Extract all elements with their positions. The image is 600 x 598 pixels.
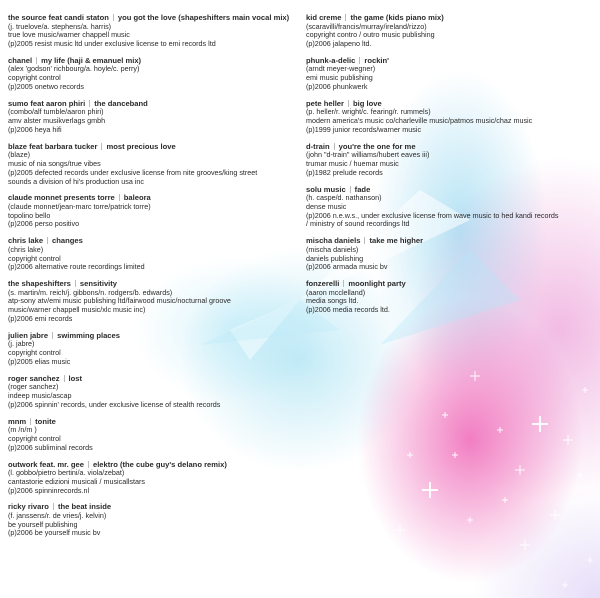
sparkle-icon [563, 435, 573, 445]
credit-publisher: cantastorie edizioni musicali / musicallstars [8, 476, 146, 486]
artist-name: julien jabre [8, 330, 49, 340]
separator [64, 375, 65, 382]
track-title: sensitivity [79, 279, 118, 289]
credit-writers: (f. janssens/r. de vries/j. kelvin) [8, 510, 107, 520]
artist-name: roger sanchez [8, 373, 60, 383]
credit-label: sounds a division of hi's production usa inc [8, 176, 145, 186]
sparkle-icon [395, 525, 405, 535]
credit-publisher: amv alster musikverlags gmbh [8, 116, 106, 126]
separator [101, 143, 102, 150]
credit-label: (p)2006 be yourself music bv [8, 528, 101, 538]
track-title: take me higher [369, 236, 424, 246]
track-title: moonlight party [348, 279, 406, 289]
credit-label: (p)2006 perso positivo [8, 219, 80, 229]
credit-publisher: true love music/warner chappell music [8, 30, 130, 40]
credit-entry [306, 142, 594, 178]
credit-writers: (arndt meyer-wegner) [306, 64, 376, 74]
credit-publisher: daniels publishing [306, 253, 364, 263]
sparkle-icon [422, 482, 438, 498]
credit-entry [306, 99, 594, 135]
track-heading [8, 142, 300, 152]
credit-entry [8, 331, 300, 367]
artist-name: mnm [8, 416, 27, 426]
credit-publisher: be yourself publishing [8, 519, 78, 529]
credit-publisher: topolino bello [8, 210, 51, 220]
separator [345, 14, 346, 21]
credit-label: (p)2006 spinnin' records, under exclusive license of stealth records [8, 399, 221, 409]
credit-entry [8, 460, 300, 496]
credit-publisher: trumar music / huemar music [306, 158, 399, 168]
credit-label: (p)2006 spinninrecords.nl [8, 485, 90, 495]
sparkle-icon [497, 427, 503, 433]
credit-label: (p)2005 onetwo records [8, 81, 84, 91]
credit-writers: (claude monnet/jean-marc torre/patrick torre) [8, 201, 151, 211]
credit-entry [306, 279, 594, 315]
track-title: elektro (the cube guy's delano remix) [92, 459, 227, 469]
credit-label: (p)2005 elias music [8, 356, 71, 366]
separator [348, 100, 349, 107]
credit-writers: (blaze) [8, 150, 30, 160]
artist-name: blaze feat barbara tucker [8, 141, 98, 151]
track-title: lost [68, 373, 83, 383]
credit-publisher: copyright contro / outro music publishing [306, 30, 435, 40]
credit-writers: (aaron mcclelland) [306, 287, 366, 297]
credit-entry [8, 279, 300, 324]
sparkle-icon [407, 452, 413, 458]
credit-publisher: copyright control [8, 73, 61, 83]
track-title: my life (haji & emanuel mix) [41, 55, 142, 65]
sparkle-icon [502, 497, 508, 503]
track-title: you got the love (shapeshifters main vocal mix) [117, 13, 290, 22]
track-heading [8, 331, 300, 341]
credit-publisher: modern america's music co/charleville music/patmos music/chaz music [306, 116, 533, 126]
track-title: swimming places [57, 330, 120, 340]
track-title: tonite [35, 416, 56, 426]
credit-writers: (chris lake) [8, 244, 44, 254]
credit-publisher: music of nia songs/true vibes [8, 158, 101, 168]
credit-publisher: atp-sony atv/emi music publishing ltd/fairwood music/nocturnal groove [8, 296, 231, 306]
sparkle-icon [562, 582, 568, 588]
credit-writers: (roger sanchez) [8, 382, 59, 392]
credit-writers: (j. jabre) [8, 339, 35, 349]
artist-name: d-train [306, 141, 330, 151]
credit-writers: (h. caspe/d. nathanson) [306, 193, 382, 203]
credit-writers: (mischa daniels) [306, 244, 359, 254]
sparkle-icon [587, 557, 593, 563]
separator [53, 503, 54, 510]
credit-publisher: indeep music/ascap [8, 391, 72, 401]
credit-entry [8, 236, 300, 272]
credit-label: (p)2006 armada music bv [306, 262, 388, 272]
separator [88, 461, 89, 468]
sparkle-icon [520, 540, 530, 550]
separator [350, 186, 351, 193]
credits-column-left [8, 13, 300, 545]
credit-label: (p)1999 junior records/warner music [306, 124, 422, 134]
artist-name: sumo feat aaron phiri [8, 98, 86, 108]
credit-entry [8, 502, 300, 538]
credit-writers: (m /n/m ) [8, 425, 37, 435]
artist-name: chanel [8, 55, 33, 65]
credit-writers: (s. martin/m. reich/j. gibbons/n. rodgers/b. edwards) [8, 287, 173, 297]
track-heading [8, 236, 300, 246]
credit-label: (p)2006 emi records [8, 314, 73, 324]
credit-entry [8, 142, 300, 187]
credit-entry [306, 56, 594, 92]
artist-name: phunk-a-delic [306, 55, 356, 65]
artist-name: the shapeshifters [8, 279, 71, 289]
separator [119, 194, 120, 201]
credit-entry [8, 99, 300, 135]
credit-writers: (combo/alf tumble/aaron phiri) [8, 107, 104, 117]
credit-label: (p)2006 subliminal records [8, 442, 93, 452]
credit-entry [8, 417, 300, 453]
artist-name: mischa daniels [306, 236, 361, 246]
sparkle-icon [515, 465, 525, 475]
credit-entry [306, 13, 594, 49]
credit-writers: (scaravilli/francis/murray/ireland/rizzo) [306, 21, 427, 31]
track-title: changes [52, 236, 83, 246]
sparkle-icon [532, 416, 548, 432]
separator [36, 57, 37, 64]
credit-writers: (l. gobbo/pietro bertini/a. viola/zebat) [8, 468, 125, 477]
credit-entry [8, 13, 300, 49]
credit-writers: (j. truelove/a. stephens/a. harris) [8, 21, 112, 31]
credit-entry [8, 374, 300, 410]
credit-label: / ministry of sound recordings ltd [306, 219, 410, 229]
track-title: you're the one for me [338, 141, 416, 151]
credit-publisher: music/warner chappell music/xlc music inc) [8, 305, 146, 315]
credit-entry [306, 236, 594, 272]
credit-label: (p)2005 defected records under exclusive license from nite grooves/king street [8, 167, 258, 177]
sparkle-icon [577, 472, 583, 478]
separator [343, 280, 344, 287]
separator [113, 14, 114, 21]
credit-label: (p)2006 jalapeno ltd. [306, 39, 372, 49]
credit-writers: (alex 'godson' richbourg/a. hoyle/c. perry) [8, 64, 140, 74]
credit-entry [306, 185, 594, 230]
artist-name: outwork feat. mr. gee [8, 459, 84, 469]
credit-writers: (p. heller/r. wright/c. fearing/r. rummels) [306, 107, 431, 117]
credit-label: (p)2005 resist music ltd under exclusive license to emi records ltd [8, 39, 216, 49]
separator [47, 237, 48, 244]
credits-column-right [306, 13, 594, 322]
sparkle-icon [452, 452, 458, 458]
separator [52, 332, 53, 339]
credit-publisher: copyright control [8, 348, 61, 358]
artist-name: kid creme [306, 13, 342, 22]
credit-label: (p)2006 heya hifi [8, 124, 62, 134]
credit-publisher: copyright control [8, 253, 61, 263]
track-heading [8, 417, 300, 427]
separator [364, 237, 365, 244]
track-title: fade [354, 184, 371, 194]
credit-writers: (john "d-train" williams/hubert eaves iii) [306, 150, 430, 160]
artist-name: fonzerelli [306, 279, 340, 289]
separator [75, 280, 76, 287]
credit-label: (p)2006 phunkwerk [306, 81, 368, 91]
sparkle-icon [442, 412, 448, 418]
artist-name: chris lake [8, 236, 44, 246]
credit-publisher: copyright control [8, 433, 61, 443]
track-title: baleora [123, 193, 151, 203]
credit-publisher: media songs ltd. [306, 296, 359, 306]
sparkle-icon [582, 387, 588, 393]
separator [334, 143, 335, 150]
track-title: big love [352, 98, 382, 108]
sparkle-icon [467, 517, 473, 523]
credit-publisher: emi music publishing [306, 73, 373, 83]
artist-name: the source feat candi staton [8, 13, 109, 22]
artist-name: claude monnet presents torre [8, 193, 115, 203]
credit-label: (p)1982 prelude records [306, 167, 383, 177]
credit-entry [8, 56, 300, 92]
credit-publisher: dense music [306, 201, 347, 211]
artist-name: pete heller [306, 98, 344, 108]
artist-name: solu music [306, 184, 346, 194]
separator [89, 100, 90, 107]
track-title: the danceband [94, 98, 148, 108]
track-title: most precious love [106, 141, 176, 151]
credit-label: (p)2006 media records ltd. [306, 305, 390, 315]
credit-label: (p)2006 alternative route recordings limited [8, 262, 145, 272]
credit-entry [8, 193, 300, 229]
sparkle-icon [550, 510, 560, 520]
separator [30, 418, 31, 425]
sparkle-icon [470, 371, 480, 381]
separator [359, 57, 360, 64]
artist-name: ricky rivaro [8, 502, 49, 512]
track-title: the beat inside [57, 502, 112, 512]
credit-label: (p)2006 n.e.w.s., under exclusive license from wave music to hed kandi records [306, 210, 559, 220]
track-title: the game (kids piano mix) [350, 13, 444, 22]
track-title: rockin' [364, 55, 389, 65]
